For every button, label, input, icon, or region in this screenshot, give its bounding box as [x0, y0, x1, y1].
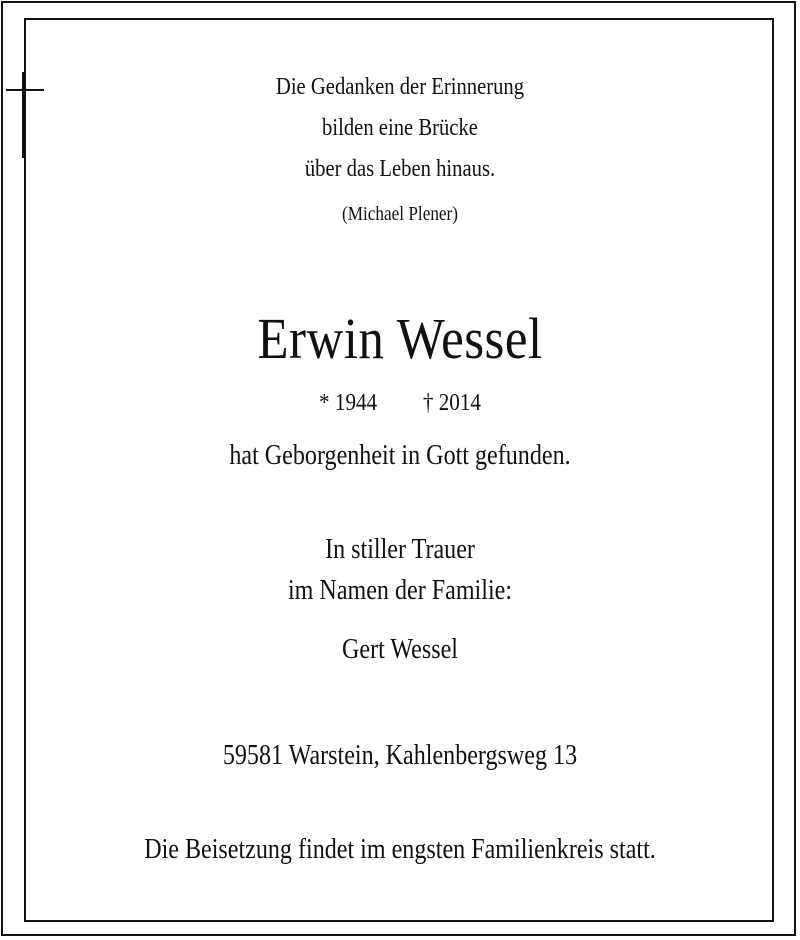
cross-vertical-bar — [22, 72, 24, 158]
death-year: † 2014 — [422, 390, 481, 416]
deceased-name: Erwin Wessel — [257, 306, 543, 371]
life-dates — [48, 390, 752, 417]
cross-horizontal-bar — [6, 89, 44, 91]
faith-statement: hat Geborgenheit in Gott gefunden. — [229, 440, 571, 471]
address: 59581 Warstein, Kahlenbergsweg 13 — [222, 740, 578, 771]
quote-line-2: bilden eine Brücke — [322, 115, 478, 141]
birth-year: * 1944 — [319, 390, 378, 416]
quote-line-3: über das Leben hinaus. — [304, 156, 496, 182]
quote-author: (Michael Plener) — [341, 203, 459, 225]
signer-name: Gert Wessel — [342, 634, 458, 665]
mourning-line-1: In stiller Trauer — [325, 534, 475, 565]
mourning-line-2: im Namen der Familie: — [287, 575, 513, 606]
funeral-note: Die Beisetzung findet im engsten Familienkreis statt. — [144, 834, 656, 865]
quote-line-1: Die Gedanken der Erinnerung — [275, 74, 525, 100]
